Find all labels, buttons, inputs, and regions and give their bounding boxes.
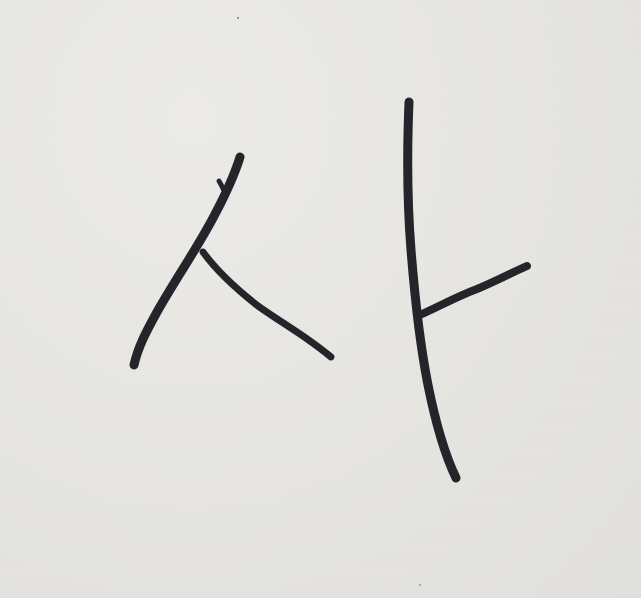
character-siot <box>134 157 331 365</box>
paper-speck <box>237 17 239 19</box>
character-a <box>408 102 527 478</box>
a-vertical-stroke <box>408 102 456 478</box>
paper-speck <box>419 584 421 586</box>
a-horizontal-stroke <box>422 266 527 314</box>
siot-right-stroke <box>203 252 331 357</box>
